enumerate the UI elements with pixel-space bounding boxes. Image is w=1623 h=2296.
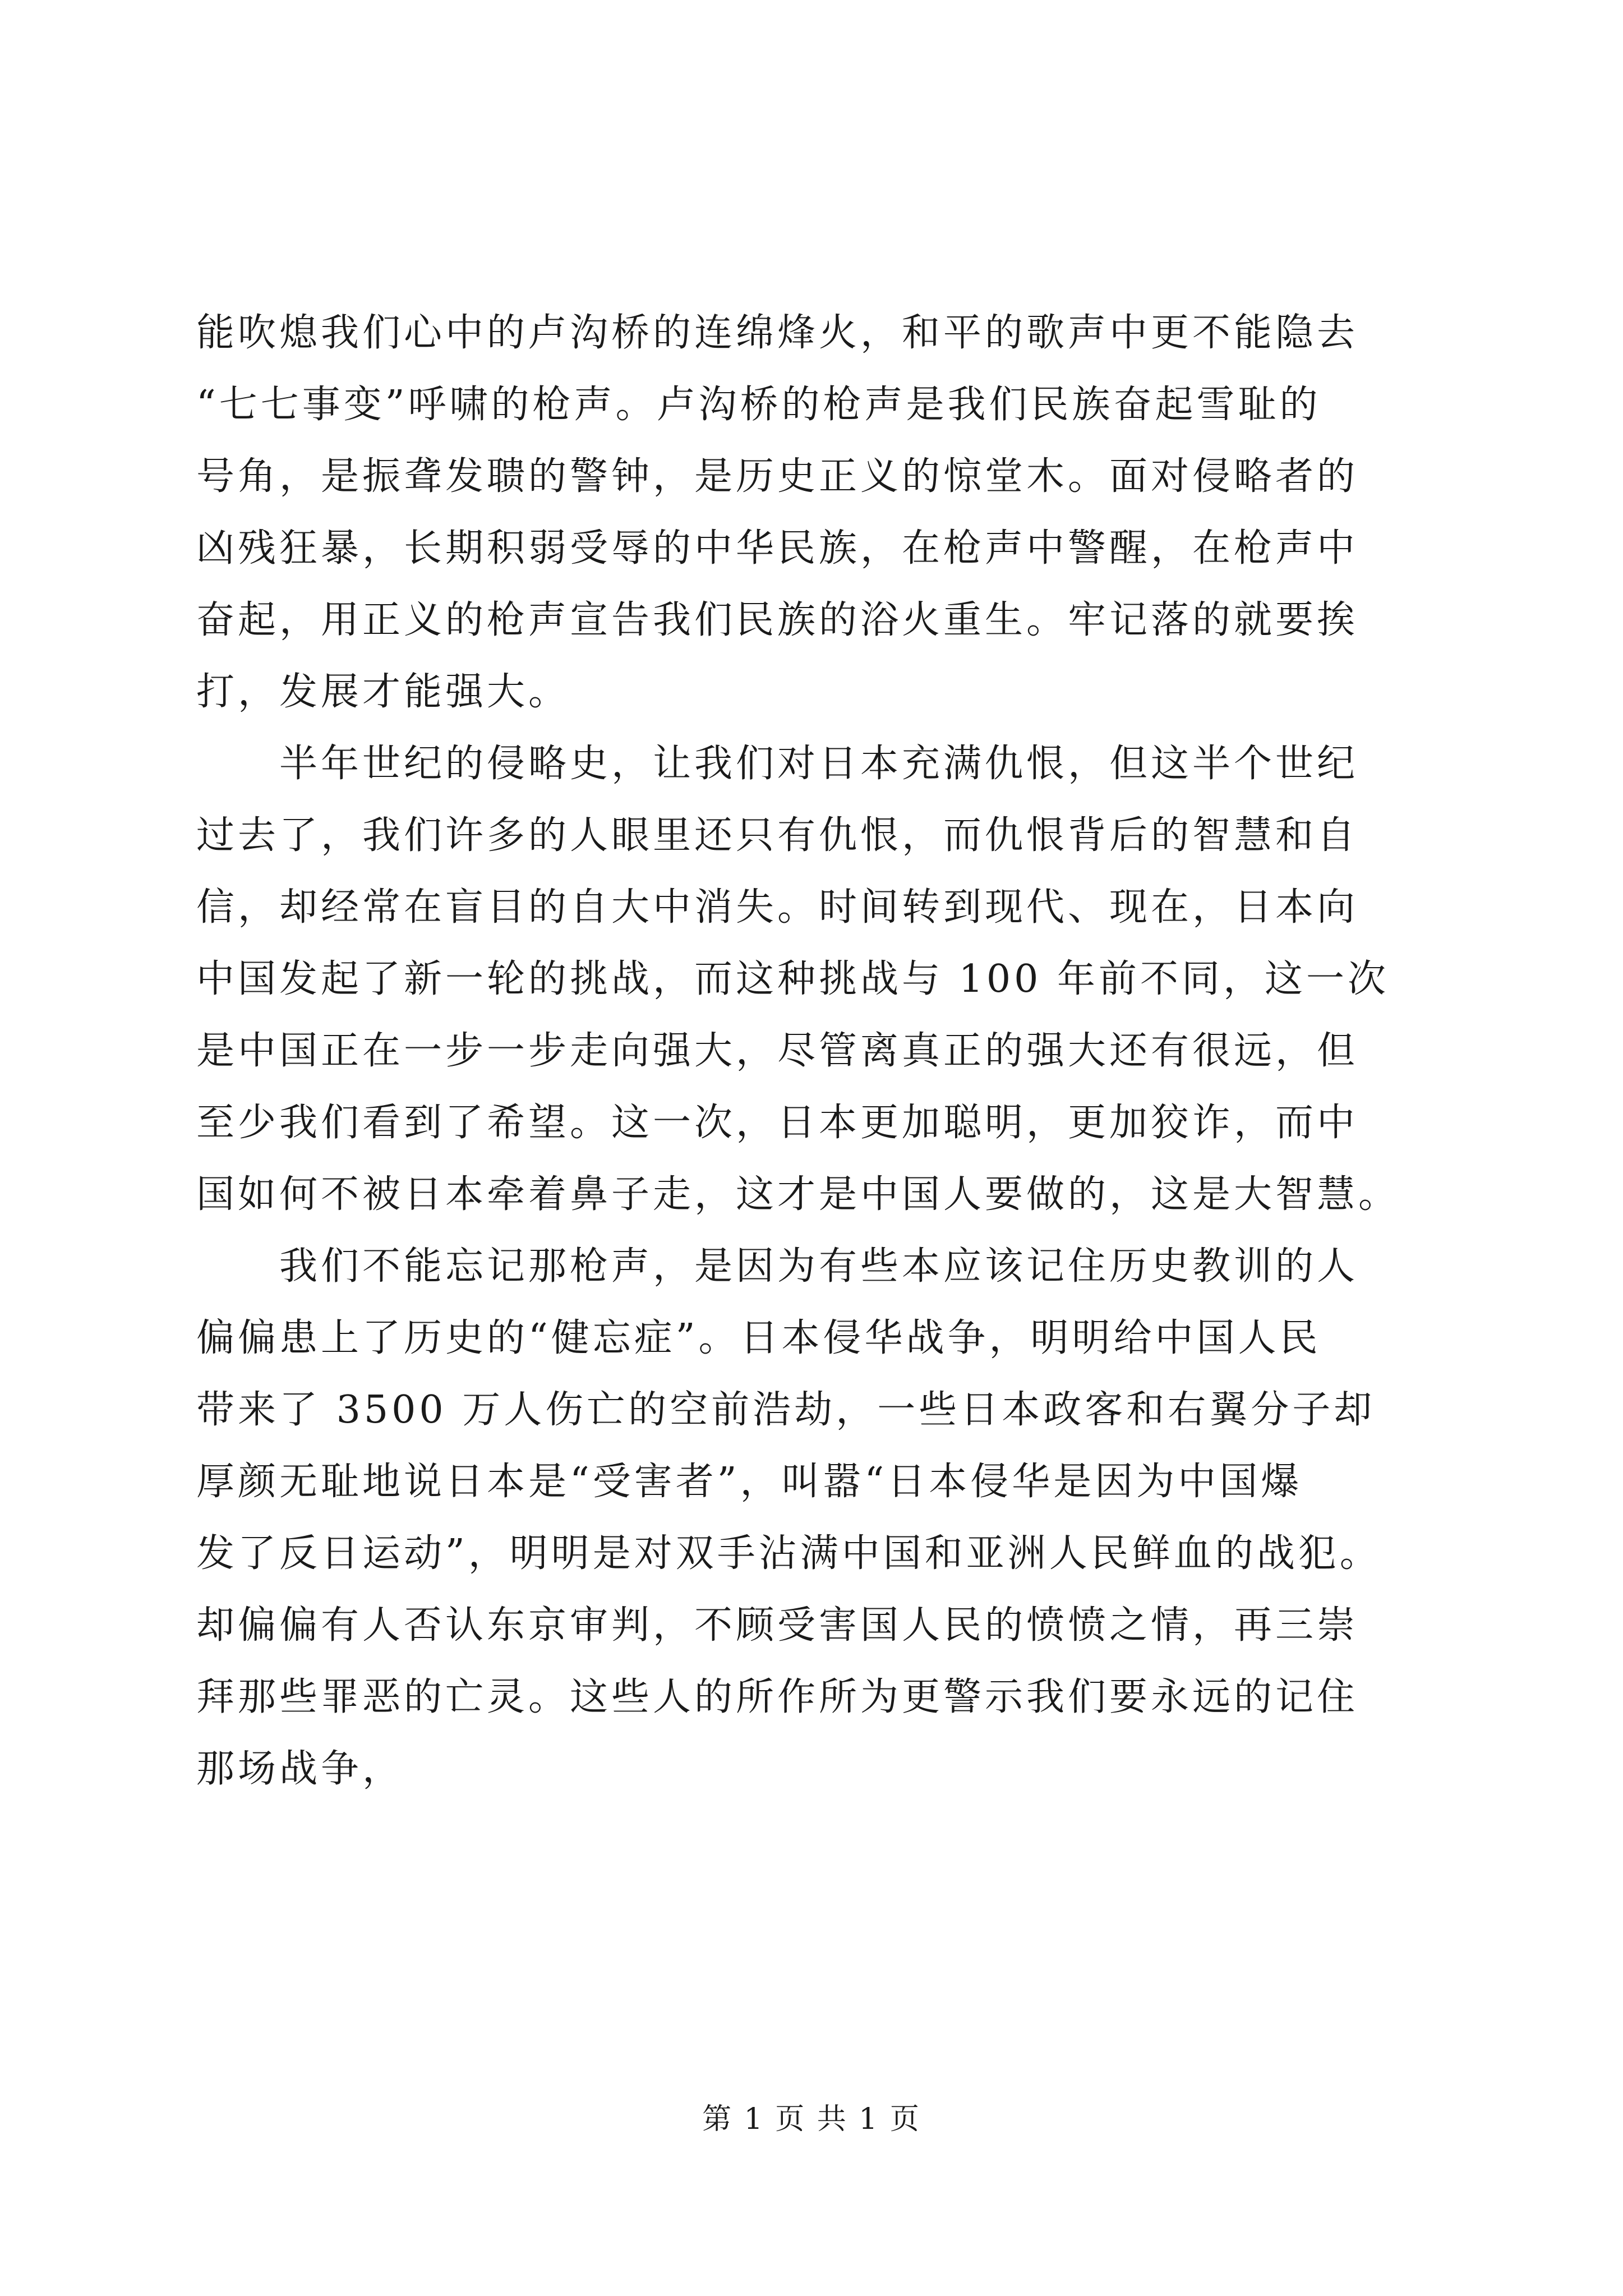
text-line: 至少我们看到了希望。这一次，日本更加聪明，更加狡诈，而中: [196, 1101, 1359, 1145]
text-line: 信，却经常在盲目的自大中消失。时间转到现代、现在，日本向: [196, 885, 1359, 930]
text-line: 我们不能忘记那枪声，是因为有些本应该记住历史教训的人: [196, 1244, 1359, 1289]
text-line: 国如何不被日本牵着鼻子走，这才是中国人要做的，这是大智慧。: [196, 1172, 1400, 1217]
page-footer: 第 1 页 共 1 页: [702, 2102, 921, 2136]
text-line: 拜那些罪恶的亡灵。这些人的所作所为更警示我们要永远的记住: [196, 1675, 1359, 1719]
text-line: 带来了 3500 万人伤亡的空前浩劫，一些日本政客和右翼分子却: [196, 1388, 1376, 1432]
text-line: 能吹熄我们心中的卢沟桥的连绵烽火，和平的歌声中更不能隐去: [196, 311, 1359, 355]
text-line: 中国发起了新一轮的挑战，而这种挑战与 100 年前不同，这一次: [196, 957, 1390, 1001]
text-line: 是中国正在一步一步走向强大，尽管离真正的强大还有很远，但: [196, 1029, 1359, 1073]
text-line: “七七事变”呼啸的枪声。卢沟桥的枪声是我们民族奋起雪耻的: [196, 383, 1321, 427]
text-line: 偏偏患上了历史的“健忘症”。日本侵华战争，明明给中国人民: [196, 1316, 1321, 1360]
text-line: 号角，是振聋发聩的警钟，是历史正义的惊堂木。面对侵略者的: [196, 454, 1359, 499]
body-text: [196, 297, 1430, 1805]
text-line: 却偏偏有人否认东京审判，不顾受害国人民的愤愤之情，再三崇: [196, 1603, 1359, 1648]
text-line: 凶残狂暴，长期积弱受辱的中华民族，在枪声中警醒，在枪声中: [196, 526, 1359, 570]
text-line: 过去了，我们许多的人眼里还只有仇恨，而仇恨背后的智慧和自: [196, 813, 1359, 858]
text-line: 打，发展才能强大。: [196, 670, 570, 714]
text-line: 奋起，用正义的枪声宣告我们民族的浴火重生。牢记落的就要挨: [196, 598, 1359, 642]
text-line: 半年世纪的侵略史，让我们对日本充满仇恨，但这半个世纪: [196, 742, 1359, 786]
text-line: 那场战争，: [196, 1747, 404, 1791]
text-line: 发了反日运动”，明明是对双手沾满中国和亚洲人民鲜血的战犯。: [196, 1531, 1381, 1576]
text-line: 厚颜无耻地说日本是“受害者”，叫嚣“日本侵华是因为中国爆: [196, 1460, 1303, 1504]
